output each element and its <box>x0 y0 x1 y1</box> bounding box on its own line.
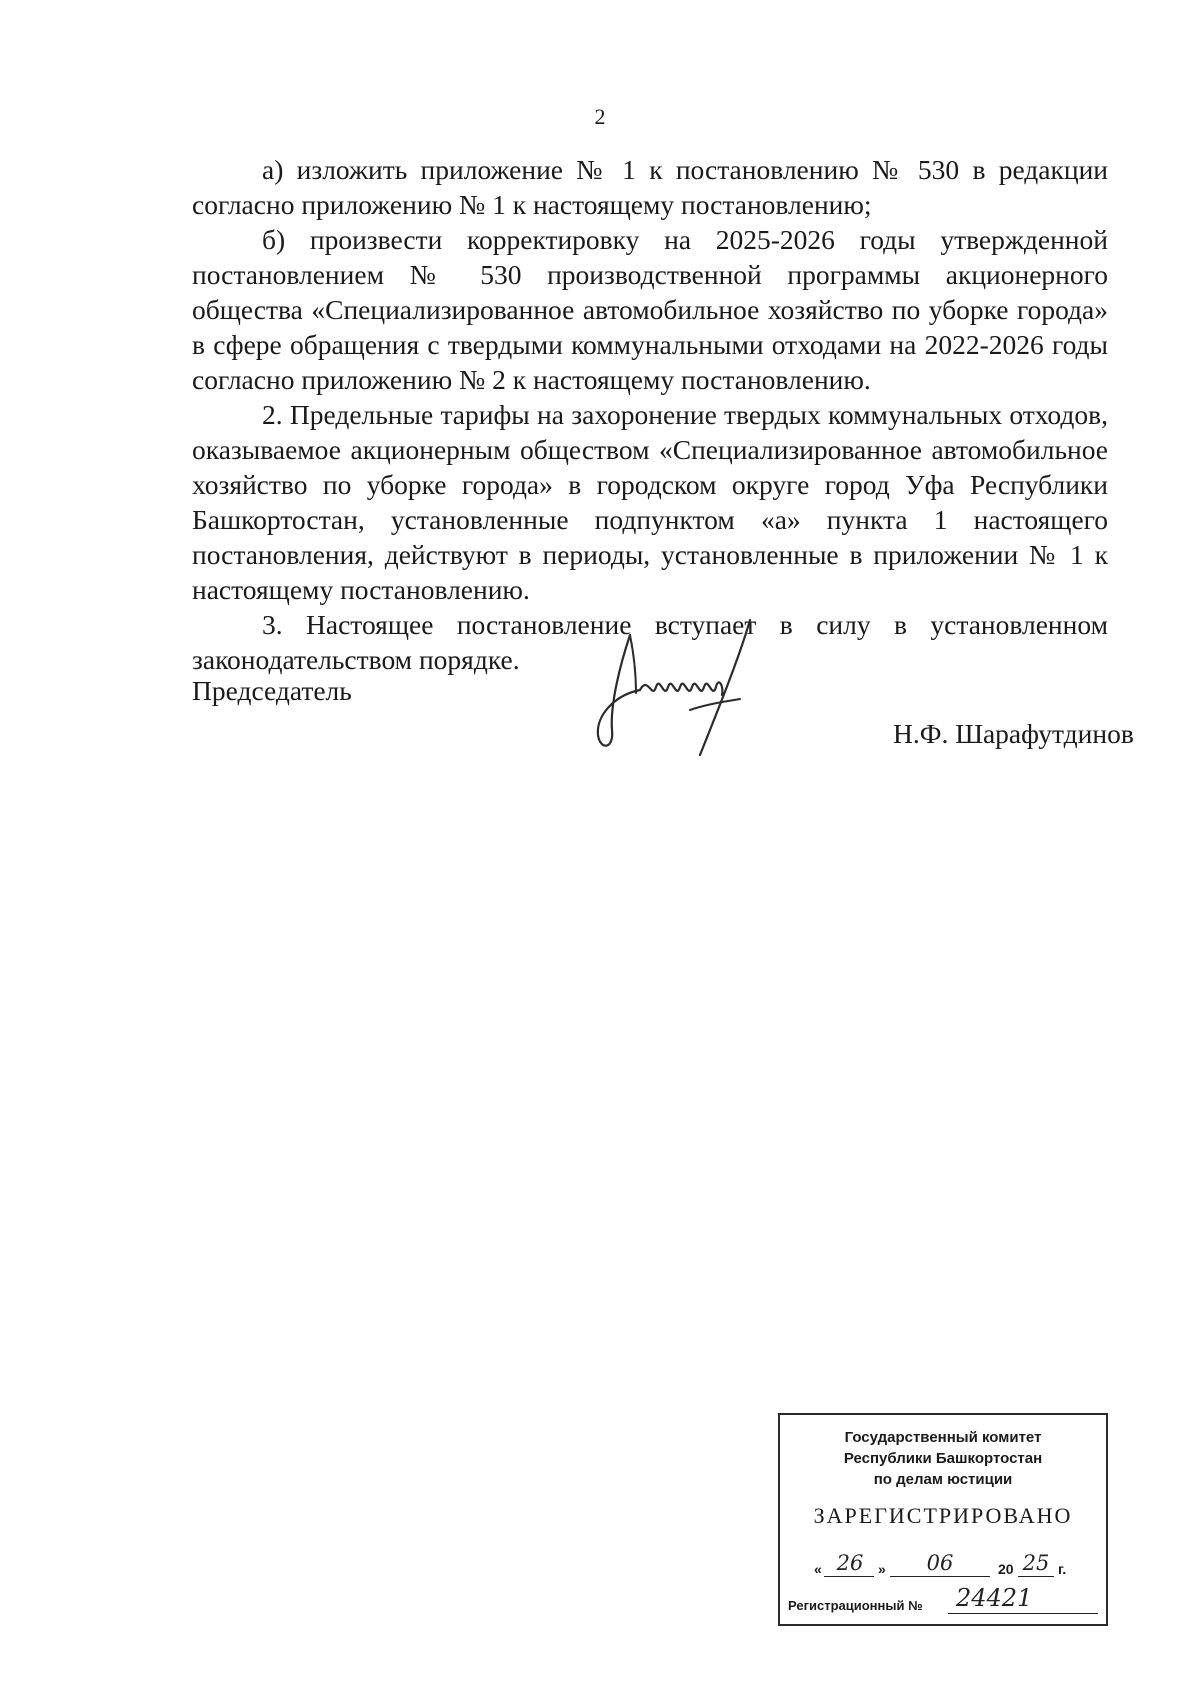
stamp-reg-label: Регистрационный № <box>788 1598 923 1613</box>
stamp-organization <box>780 1427 1106 1490</box>
stamp-year-suffix: 25 <box>1022 1551 1050 1575</box>
stamp-title: ЗАРЕГИСТРИРОВАНО <box>813 1503 1073 1528</box>
signatory-name: Н.Ф. Шарафутдинов <box>893 718 1134 749</box>
stamp-month: 06 <box>926 1551 954 1575</box>
stamp-year-prefix: 20 <box>998 1561 1014 1577</box>
stamp-month-line <box>890 1576 990 1577</box>
stamp-reg-line <box>948 1613 1098 1614</box>
stamp-org-line: Государственный комитет <box>844 1429 1042 1446</box>
paragraph-3: 3. Настоящее постановление вступает в силу в установленном законодательством порядке. <box>192 609 1108 675</box>
paragraph-1a: а) изложить приложение № 1 к постановлению № 530 в редакции согласно приложению № 1 к настоящему постановлению; <box>192 154 1108 220</box>
signatory-position: Председатель <box>192 675 352 706</box>
stamp-date <box>814 1551 1104 1579</box>
paragraph-1b: б) произвести корректировку на 2025-2026 годы утвержденной постановлением № 530 производственной программы акционерного общества «Специализированное автомобильное хозяйство по уборке города» в сфере обращения с твердыми коммунальными отходами на 2022-2026 годы согласно приложению № 2 к настоящему постановлению. <box>192 224 1108 395</box>
handwritten-signature <box>590 615 770 765</box>
stamp-org-line: Республики Башкортостан <box>843 1450 1043 1467</box>
paragraph-2: 2. Предельные тарифы на захоронение твердых коммунальных отходов, оказываемое акционерным обществом «Специализированное автомобильное хозяйство по уборке города» в городском округе город Уфа Республики Башкортостан, установленные подпунктом «а» пункта 1 настоящего постановления, действуют в периоды, установленные в приложении № 1 к настоящему постановлению. <box>192 399 1108 605</box>
registration-stamp <box>778 1413 1108 1626</box>
stamp-day: 26 <box>836 1551 864 1575</box>
stamp-quote-open: « <box>814 1561 822 1577</box>
stamp-year-line <box>1018 1576 1054 1577</box>
document-body <box>192 152 1108 677</box>
stamp-org-line: по делам юстиции <box>873 1471 1013 1488</box>
stamp-day-line <box>824 1576 874 1577</box>
page-number: 2 <box>594 104 606 129</box>
stamp-year-unit: г. <box>1058 1561 1067 1577</box>
stamp-quote-close: » <box>878 1561 886 1577</box>
stamp-reg-number: 24421 <box>956 1584 1033 1612</box>
stamp-registration <box>788 1584 1098 1617</box>
